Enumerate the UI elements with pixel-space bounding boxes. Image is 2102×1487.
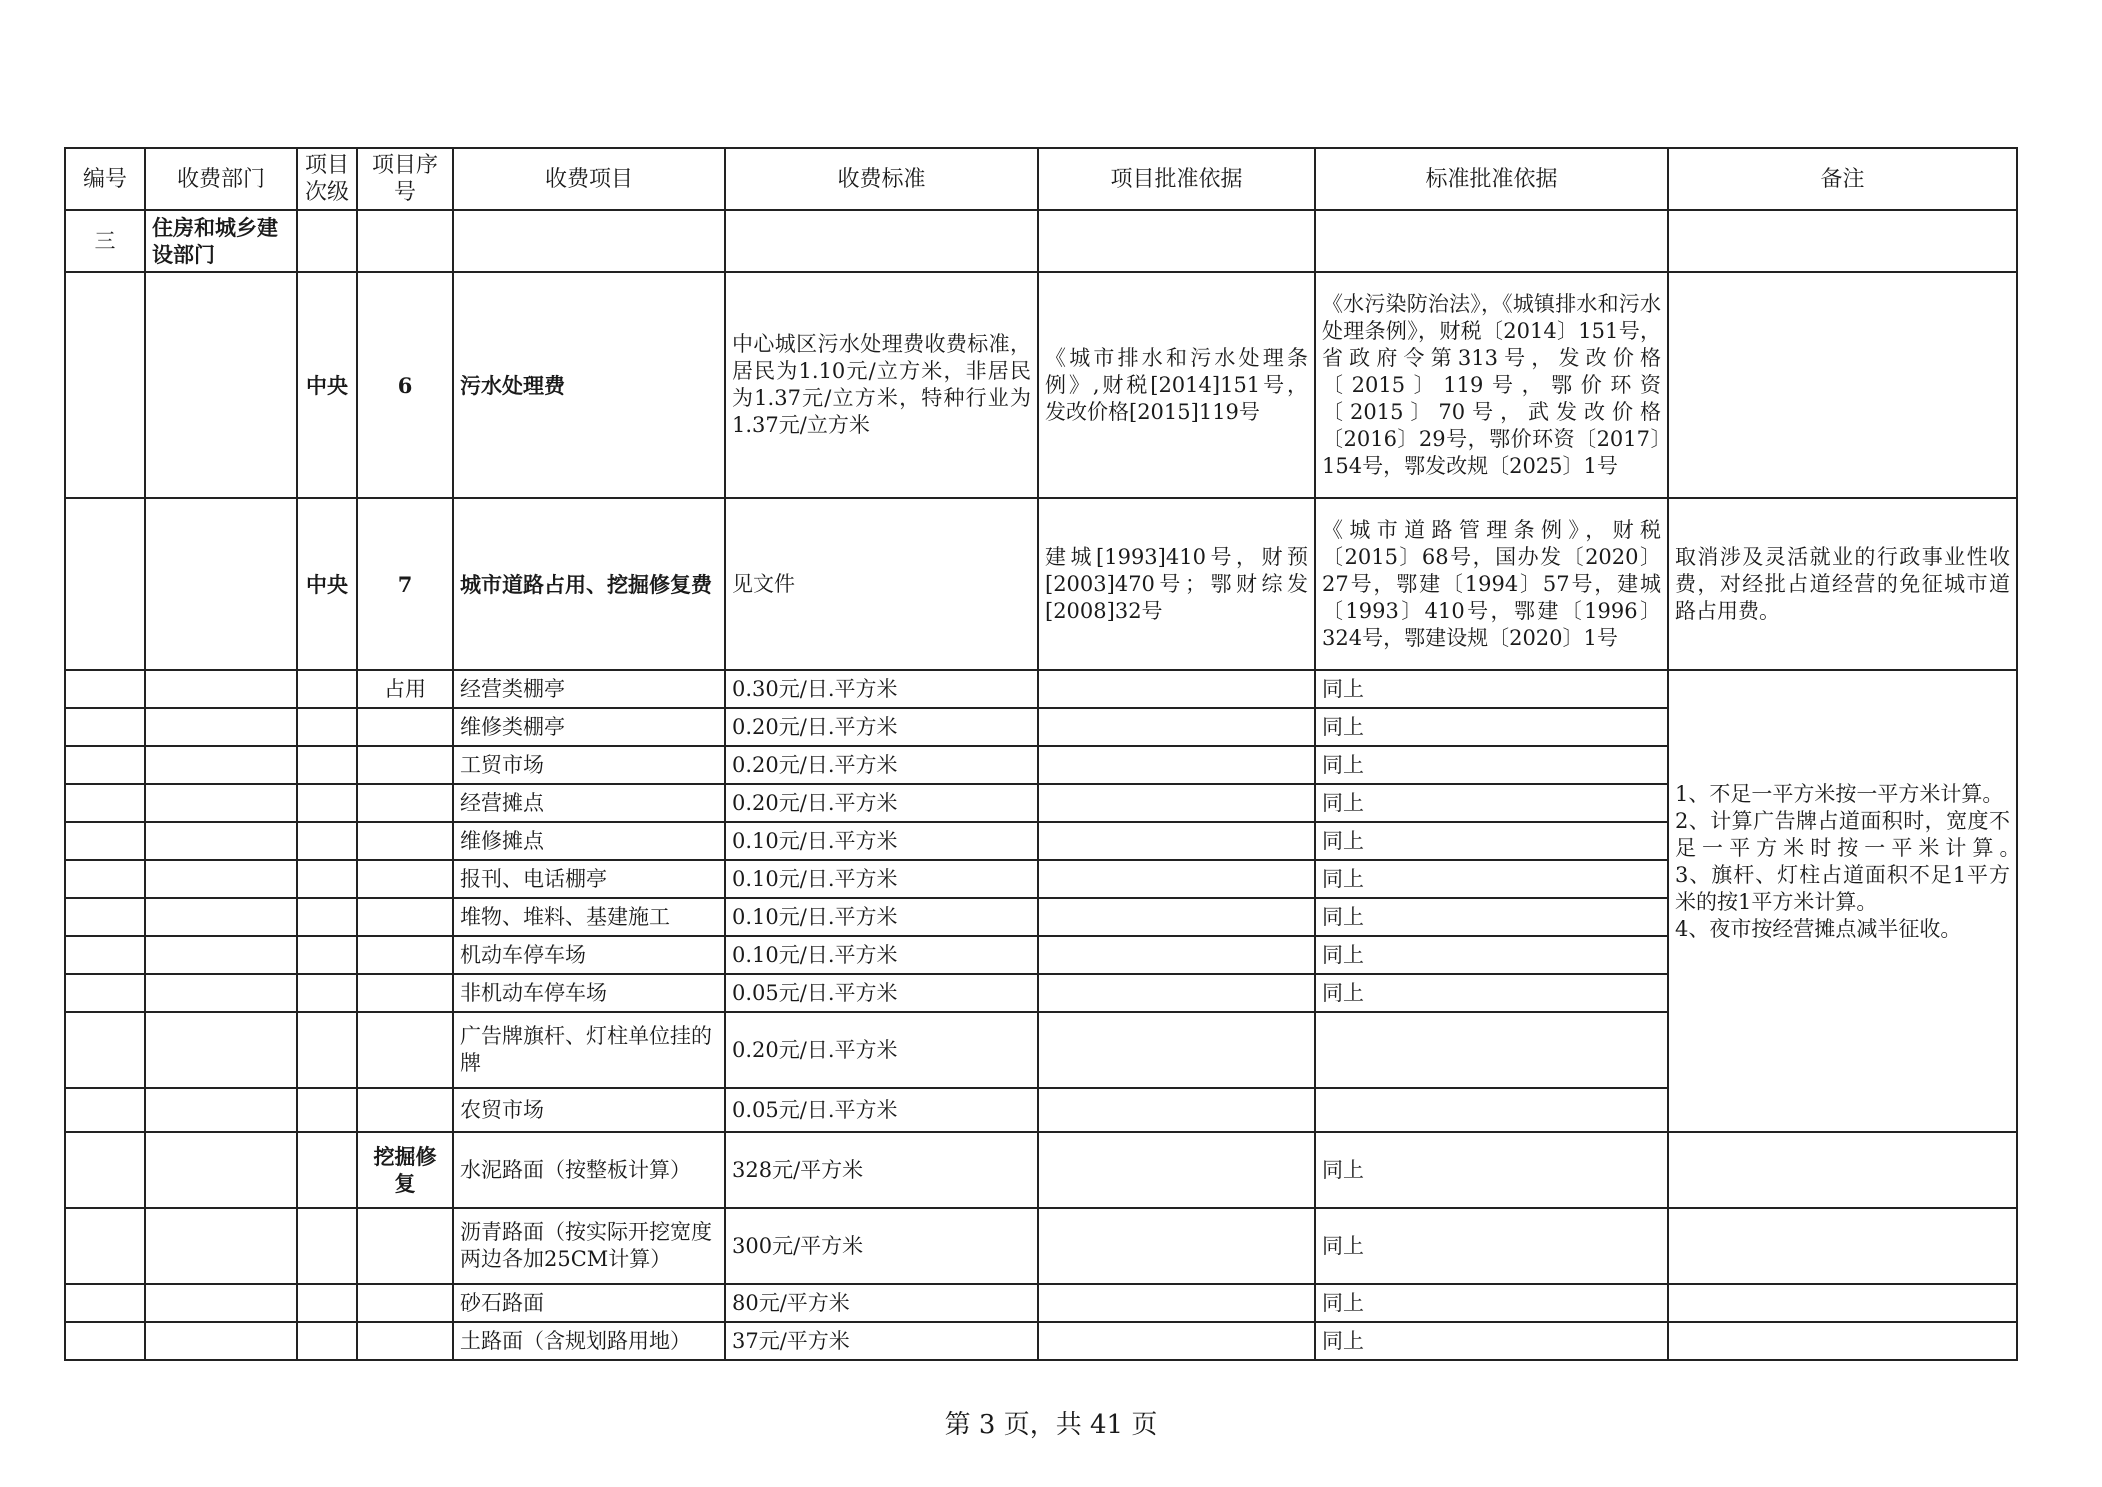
occupy-item: 农贸市场 bbox=[453, 1088, 725, 1132]
occupy-basis: 同上 bbox=[1315, 974, 1668, 1012]
row7-level: 中央 bbox=[297, 498, 357, 670]
header-cell-level: 项目次级 bbox=[297, 148, 357, 210]
header-cell-standard: 收费标准 bbox=[725, 148, 1038, 210]
dig-item: 水泥路面（按整板计算） bbox=[453, 1132, 725, 1208]
dig-basis: 同上 bbox=[1315, 1284, 1668, 1322]
occupy-standard: 0.20元/日.平方米 bbox=[725, 784, 1038, 822]
table-row bbox=[65, 1208, 2017, 1284]
page-footer: 第 3 页，共 41 页 bbox=[944, 1410, 1158, 1440]
row7-standard: 见文件 bbox=[725, 498, 1038, 670]
section-dept: 住房和城乡建设部门 bbox=[145, 210, 297, 272]
occupy-remark: 1、不足一平方米按一平方米计算。 2、计算广告牌占道面积时，宽度不足一平方米时按一平米计算。 3、旗杆、灯柱占道面积不足1平方米的按1平方米计算。 4、夜市按经营摊点减半征收。 bbox=[1668, 670, 2017, 1132]
occupy-standard: 0.20元/日.平方米 bbox=[725, 746, 1038, 784]
dig-standard: 300元/平方米 bbox=[725, 1208, 1038, 1284]
table-row bbox=[65, 498, 2017, 670]
header-cell-remark: 备注 bbox=[1668, 148, 2017, 210]
occupy-standard: 0.05元/日.平方米 bbox=[725, 974, 1038, 1012]
occupy-item: 广告牌旗杆、灯柱单位挂的牌 bbox=[453, 1012, 725, 1088]
occupy-label: 占用 bbox=[357, 670, 453, 708]
occupy-standard: 0.10元/日.平方米 bbox=[725, 860, 1038, 898]
occupy-basis: 同上 bbox=[1315, 936, 1668, 974]
dig-item: 土路面（含规划路用地） bbox=[453, 1322, 725, 1360]
occupy-item: 维修类棚亭 bbox=[453, 708, 725, 746]
section-number: 三 bbox=[65, 210, 145, 272]
occupy-item: 维修摊点 bbox=[453, 822, 725, 860]
occupy-basis: 同上 bbox=[1315, 708, 1668, 746]
occupy-basis: 同上 bbox=[1315, 670, 1668, 708]
occupy-basis: 同上 bbox=[1315, 898, 1668, 936]
occupy-standard: 0.10元/日.平方米 bbox=[725, 936, 1038, 974]
dig-standard: 328元/平方米 bbox=[725, 1132, 1038, 1208]
dig-basis: 同上 bbox=[1315, 1132, 1668, 1208]
occupy-standard: 0.10元/日.平方米 bbox=[725, 898, 1038, 936]
header-cell-no: 编号 bbox=[65, 148, 145, 210]
row6-seq: 6 bbox=[357, 272, 453, 498]
table-row bbox=[65, 670, 2017, 708]
dig-standard: 80元/平方米 bbox=[725, 1284, 1038, 1322]
header-cell-dept: 收费部门 bbox=[145, 148, 297, 210]
table-row bbox=[65, 272, 2017, 498]
dig-label: 挖掘修复 bbox=[357, 1132, 453, 1208]
occupy-basis bbox=[1315, 1012, 1668, 1088]
occupy-standard: 0.20元/日.平方米 bbox=[725, 1012, 1038, 1088]
row6-item: 污水处理费 bbox=[453, 272, 725, 498]
occupy-item: 报刊、电话棚亭 bbox=[453, 860, 725, 898]
dig-standard: 37元/平方米 bbox=[725, 1322, 1038, 1360]
row7-remark: 取消涉及灵活就业的行政事业性收费，对经批占道经营的免征城市道路占用费。 bbox=[1668, 498, 2017, 670]
table-header-row bbox=[65, 148, 2017, 210]
occupy-item: 非机动车停车场 bbox=[453, 974, 725, 1012]
dig-item: 砂石路面 bbox=[453, 1284, 725, 1322]
table-row bbox=[65, 1284, 2017, 1322]
row7-project-basis: 建城[1993]410号，财预[2003]470号；鄂财综发[2008]32号 bbox=[1038, 498, 1315, 670]
row7-item: 城市道路占用、挖掘修复费 bbox=[453, 498, 725, 670]
row6-level: 中央 bbox=[297, 272, 357, 498]
occupy-basis: 同上 bbox=[1315, 822, 1668, 860]
dig-basis: 同上 bbox=[1315, 1322, 1668, 1360]
header-cell-project-basis: 项目批准依据 bbox=[1038, 148, 1315, 210]
fee-table bbox=[64, 147, 2018, 1361]
row7-standard-basis: 《城市道路管理条例》，财税〔2015〕68号，国办发〔2020〕27号，鄂建〔1994〕57号，建城〔1993〕410号，鄂建〔1996〕324号，鄂建设规〔2020〕1号 bbox=[1315, 498, 1668, 670]
occupy-basis: 同上 bbox=[1315, 784, 1668, 822]
occupy-basis: 同上 bbox=[1315, 746, 1668, 784]
occupy-standard: 0.05元/日.平方米 bbox=[725, 1088, 1038, 1132]
occupy-item: 经营摊点 bbox=[453, 784, 725, 822]
row6-standard: 中心城区污水处理费收费标准，居民为1.10元/立方米，非居民为1.37元/立方米，特种行业为1.37元/立方米 bbox=[725, 272, 1038, 498]
row6-standard-basis: 《水污染防治法》，《城镇排水和污水处理条例》，财税〔2014〕151号，省政府令第313号，发改价格〔2015〕119号，鄂价环资〔2015〕70号，武发改价格〔2016〕29号，鄂价环资〔2017〕154号，鄂发改规〔2025〕1号 bbox=[1315, 272, 1668, 498]
row6-project-basis: 《城市排水和污水处理条例》,财税[2014]151号，发改价格[2015]119号 bbox=[1038, 272, 1315, 498]
occupy-item: 堆物、堆料、基建施工 bbox=[453, 898, 725, 936]
table-row bbox=[65, 1322, 2017, 1360]
occupy-standard: 0.10元/日.平方米 bbox=[725, 822, 1038, 860]
occupy-standard: 0.30元/日.平方米 bbox=[725, 670, 1038, 708]
header-cell-seq: 项目序号 bbox=[357, 148, 453, 210]
dig-item: 沥青路面（按实际开挖宽度两边各加25CM计算） bbox=[453, 1208, 725, 1284]
occupy-item: 经营类棚亭 bbox=[453, 670, 725, 708]
dig-basis: 同上 bbox=[1315, 1208, 1668, 1284]
section-row bbox=[65, 210, 2017, 272]
occupy-basis bbox=[1315, 1088, 1668, 1132]
header-cell-item: 收费项目 bbox=[453, 148, 725, 210]
occupy-standard: 0.20元/日.平方米 bbox=[725, 708, 1038, 746]
occupy-basis: 同上 bbox=[1315, 860, 1668, 898]
occupy-item: 工贸市场 bbox=[453, 746, 725, 784]
occupy-item: 机动车停车场 bbox=[453, 936, 725, 974]
table-row bbox=[65, 1132, 2017, 1208]
row7-seq: 7 bbox=[357, 498, 453, 670]
header-cell-standard-basis: 标准批准依据 bbox=[1315, 148, 1668, 210]
